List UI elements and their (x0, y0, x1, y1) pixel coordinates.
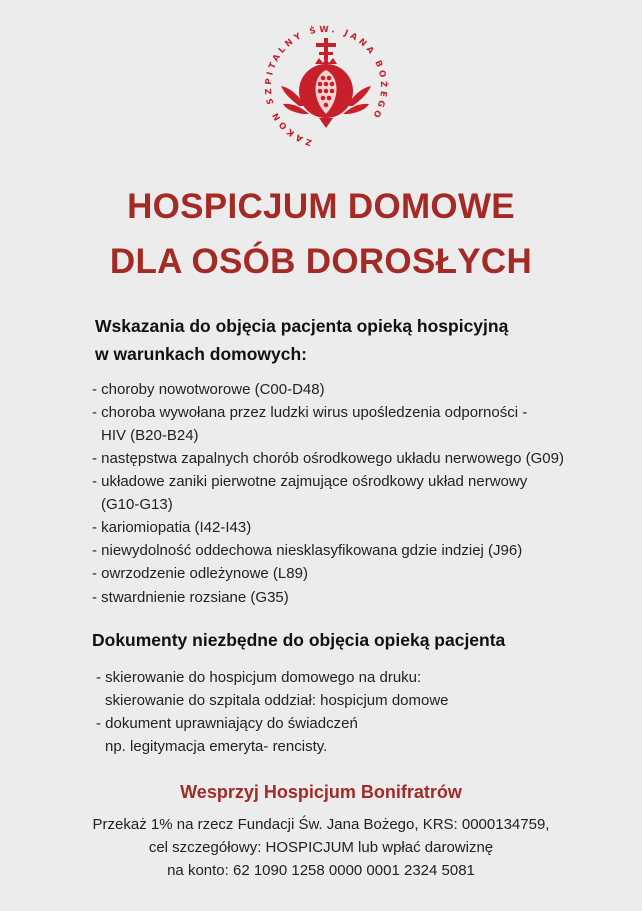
document-item-continuation: np. legitymacja emeryta- rencisty. (105, 738, 328, 755)
indication-item: - niewydolność oddechowa niesklasyfikowana gdzie indziej (J96) (92, 542, 523, 559)
indication-item: - kariomiopatia (I42-I43) (92, 519, 252, 536)
indication-item-continuation: (G10-G13) (101, 496, 173, 513)
indication-item: - stwardnienie rozsiane (G35) (92, 589, 289, 606)
pomegranate-cross-icon (253, 14, 399, 160)
order-logo (253, 14, 399, 160)
indications-heading-line-2: w warunkach domowych: (95, 344, 307, 364)
indication-item: - choroby nowotworowe (C00-D48) (92, 381, 325, 398)
indication-item: - choroba wywołana przez ludzki wirus upośledzenia odporności - (92, 404, 528, 421)
indication-item: - owrzodzenie odleżynowe (L89) (92, 565, 308, 582)
documents-heading: Dokumenty niezbędne do objęcia opieką pacjenta (92, 630, 506, 650)
title-line-2: DLA OSÓB DOROSŁYCH (109, 242, 533, 281)
document-item: - dokument uprawniający do świadczeń (96, 715, 358, 732)
indication-item-continuation: HIV (B20-B24) (101, 427, 199, 444)
indications-heading-line-1: Wskazania do objęcia pacjenta opieką hospicyjną (95, 316, 509, 336)
document-item-continuation: skierowanie do szpitala oddział: hospicjum domowe (105, 692, 449, 709)
support-heading: Wesprzyj Hospicjum Bonifratrów (180, 782, 462, 802)
support-line-1: Przekaż 1% na rzecz Fundacji Św. Jana Bożego, KRS: 0000134759, (92, 816, 550, 833)
logo-ring-text: ZAKON SZPITALNY ŚW. JANA BOŻEGO (263, 24, 389, 148)
indication-item: - układowe zaniki pierwotne zajmujące ośrodkowy układ nerwowy (92, 473, 528, 490)
bank-account-line: na konto: 62 1090 1258 0000 0001 2324 5081 (167, 862, 475, 879)
support-line-2: cel szczegółowy: HOSPICJUM lub wpłać darowiznę (148, 839, 494, 856)
document-item: - skierowanie do hospicjum domowego na druku: (96, 669, 422, 686)
title-line-1: HOSPICJUM DOMOWE (127, 187, 515, 226)
indication-item: - następstwa zapalnych chorób ośrodkowego układu nerwowego (G09) (92, 450, 564, 467)
